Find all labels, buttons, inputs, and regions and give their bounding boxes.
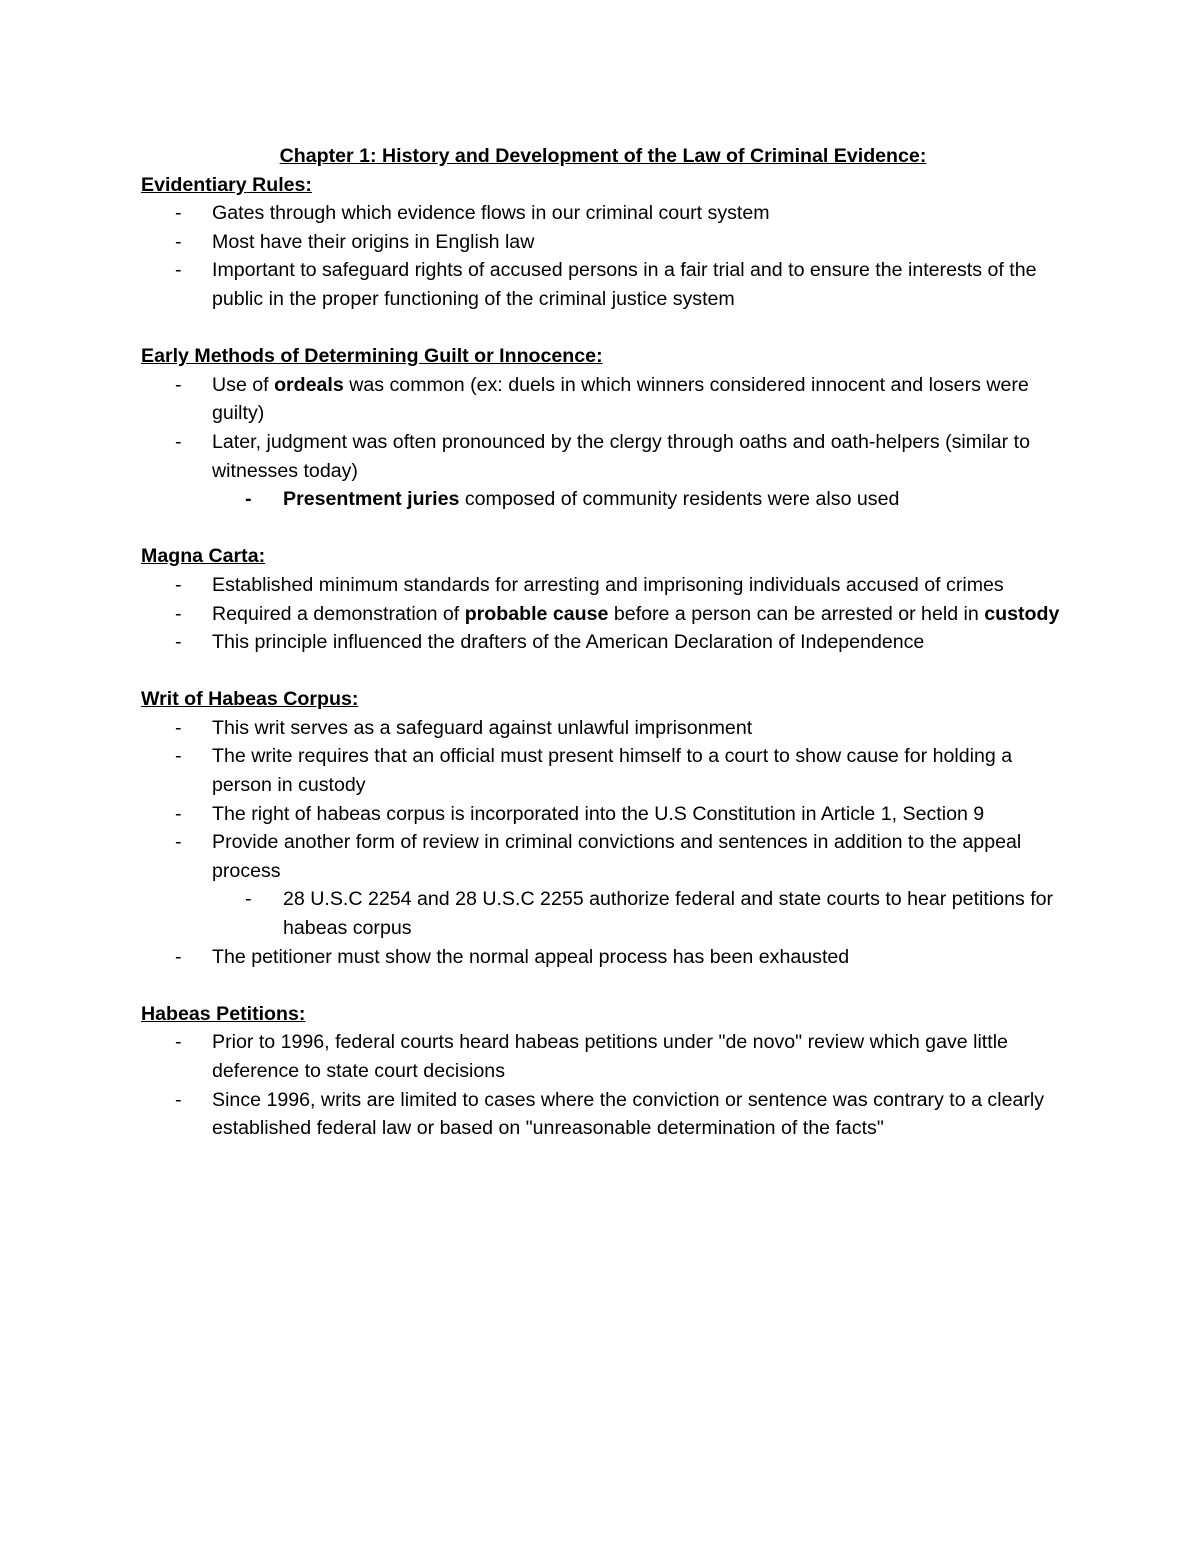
bullet-dash: -: [175, 1088, 182, 1111]
list-item-text: Presentment juries composed of community residents were also used: [283, 488, 900, 511]
bullet-dash: -: [175, 230, 182, 253]
section-heading-early-methods: Early Methods of Determining Guilt or Innocence:: [141, 345, 603, 368]
spacer: [141, 514, 1065, 543]
list-item-text: Later, judgment was often pronounced by the clergy through oaths and oath-helpers (similar to witnesses today): [212, 430, 1030, 482]
bold-term-presentment-juries: Presentment juries: [283, 488, 460, 511]
chapter-title: Chapter 1: History and Development of the Law of Criminal Evidence:: [279, 145, 927, 167]
bold-term-probable-cause: probable cause: [464, 602, 609, 625]
bullet-dash: -: [175, 1031, 182, 1054]
list-item-text: Prior to 1996, federal courts heard habeas petitions under "de novo" review which gave little deference to state court decisions: [212, 1031, 1008, 1082]
list-item-text: 28 U.S.C 2254 and 28 U.S.C 2255 authorize federal and state courts to hear petitions for habeas corpus: [283, 888, 1054, 940]
bold-term-custody: custody: [984, 602, 1060, 625]
list-item-text: Since 1996, writs are limited to cases where the conviction or sentence was contrary to a clearly established federal law or based on "unreasonable determination of the facts": [212, 1088, 1045, 1140]
list-item: [141, 943, 1065, 972]
list-item-text: Most have their origins in English law: [212, 230, 535, 253]
list-item: [141, 600, 1065, 629]
list-item-text: Established minimum standards for arresting and imprisoning individuals accused of crimes: [212, 573, 1004, 596]
list-item: [141, 371, 1065, 428]
section-heading-evidentiary-rules: Evidentiary Rules:: [141, 173, 312, 196]
bullet-dash: -: [175, 573, 182, 596]
bullet-dash: -: [175, 745, 182, 768]
list-item: [141, 428, 1065, 485]
list-item-text: Use of ordeals was common (ex: duels in which winners considered innocent and losers were guilty): [212, 373, 1029, 425]
bullet-dash: -: [245, 488, 252, 511]
list-item-text: Required a demonstration of probable cause before a person can be arrested or held in custody: [212, 602, 1060, 625]
bullet-dash: -: [175, 716, 182, 739]
document-body: [141, 142, 1065, 1143]
list-item: [141, 1028, 1065, 1085]
list-item-text: Provide another form of review in criminal convictions and sentences in addition to the appeal process: [212, 831, 1022, 882]
list-item-text: This principle influenced the drafters of the American Declaration of Independence: [212, 631, 925, 654]
bullet-dash: -: [175, 631, 182, 654]
list-item: [141, 628, 1065, 657]
list-item: [141, 800, 1065, 829]
list-item: [141, 256, 1065, 313]
bullet-dash: -: [175, 373, 182, 396]
list-item-text: Important to safeguard rights of accused persons in a fair trial and to ensure the interests of the public in the proper functioning of the criminal justice system: [212, 259, 1037, 310]
list-item-text: The write requires that an official must present himself to a court to show cause for holding a person in custody: [212, 745, 1013, 797]
list-item-text: The right of habeas corpus is incorporated into the U.S Constitution in Article 1, Section 9: [212, 802, 985, 825]
sub-list-item: [141, 885, 1065, 942]
bullet-dash: -: [175, 202, 182, 225]
section-heading-habeas-petitions: Habeas Petitions:: [141, 1002, 306, 1025]
list-item-text: The petitioner must show the normal appeal process has been exhausted: [212, 945, 850, 968]
list-item: [141, 714, 1065, 743]
bullet-dash: -: [175, 831, 182, 854]
bullet-dash: -: [175, 602, 182, 625]
spacer: [141, 657, 1065, 686]
bold-term-ordeals: ordeals: [274, 373, 344, 396]
bullet-dash: -: [175, 259, 182, 282]
list-item: [141, 742, 1065, 799]
early-methods-list: [141, 371, 1065, 514]
list-item-text: This writ serves as a safeguard against unlawful imprisonment: [212, 716, 753, 739]
habeas-petitions-list: [141, 1028, 1065, 1142]
bullet-dash: -: [245, 888, 252, 911]
evidentiary-rules-list: [141, 199, 1065, 313]
list-item-text: Gates through which evidence flows in our criminal court system: [212, 202, 770, 225]
bullet-dash: -: [175, 430, 182, 453]
spacer: [141, 314, 1065, 343]
list-item: [141, 1086, 1065, 1143]
bullet-dash: -: [175, 945, 182, 968]
writ-of-habeas-corpus-list: [141, 714, 1065, 971]
section-heading-magna-carta: Magna Carta:: [141, 545, 266, 568]
spacer: [141, 971, 1065, 1000]
sub-list-item: [141, 485, 1065, 514]
list-item: [141, 828, 1065, 885]
bullet-dash: -: [175, 802, 182, 825]
list-item: [141, 228, 1065, 257]
list-item: [141, 571, 1065, 600]
list-item: [141, 199, 1065, 228]
section-heading-writ-of-habeas-corpus: Writ of Habeas Corpus:: [141, 688, 359, 711]
magna-carta-list: [141, 571, 1065, 657]
